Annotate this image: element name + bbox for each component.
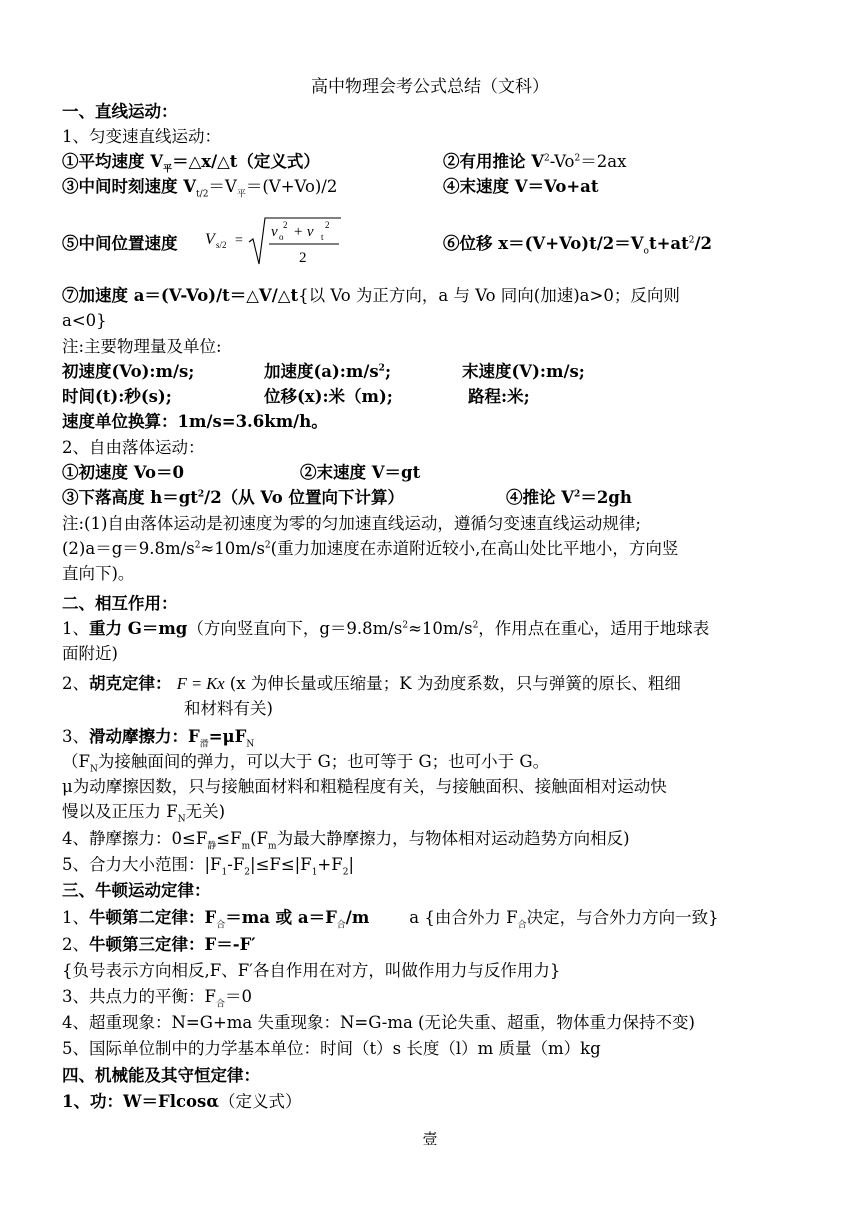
- resultant-force-range: 5、合力大小范围：$|F_1-F_2|\le F\le|F_1+F_2|$: [62, 855, 354, 878]
- gravity-line-cont: 面附近): [62, 644, 118, 663]
- subsection-free-fall: 2、自由落体运动：: [62, 438, 205, 457]
- formula-acceleration-cont: a<0}: [62, 311, 107, 330]
- section-heading-1: 一、直线运动：: [62, 102, 178, 121]
- formula-average-velocity: ①平均速度 $V_平=\triangle x/\triangle t$（定义式）: [62, 152, 320, 175]
- section-heading-2: 二、相互作用：: [62, 594, 178, 613]
- denominator: 2: [299, 250, 307, 266]
- newton-third-law: 2、牛顿第三定律：F＝-F′: [62, 935, 256, 954]
- overweight-line: 4、超重现象：N=G+ma 失重现象：N=G-ma (无论失重、超重，物体重力保持不变): [62, 1013, 695, 1032]
- sliding-friction-note-1: （$F_N$为接触面间的弹力，可以大于 G；也可等于 G；也可小于 G。: [62, 752, 550, 775]
- svg-text:2: 2: [283, 220, 288, 230]
- formula-acceleration: ⑦加速度 a＝(V-Vo)/t＝△V/△t{以 Vo 为正方向，a 与 Vo 同向(加速)a>0；反向则: [62, 286, 680, 305]
- equilibrium-line: 3、共点力的平衡：$F_合=0$: [62, 987, 252, 1010]
- unit-distance: 路程:米;: [468, 387, 530, 406]
- unit-initial-velocity: 初速度(Vo):m/s;: [62, 362, 195, 381]
- sliding-friction-note-3: 慢以及正压力 $F_N$无关): [62, 802, 226, 825]
- mid-position-velocity-expression: [205, 212, 355, 268]
- gravity-line: 1、重力 G＝mg（方向竖直向下，$g=9.8m/s^2\approx 10m/s^2$，作用点在重心，适用于地球表: [62, 619, 710, 638]
- svg-text:t: t: [321, 232, 324, 242]
- symbol-v-subscript: s/2: [216, 240, 227, 250]
- formula-mid-position-velocity: ⑤中间位置速度: [62, 234, 178, 253]
- svg-text:o: o: [279, 232, 284, 242]
- work-formula: 1、功：W＝Flcosα（定义式）: [62, 1092, 302, 1111]
- formula-line-1: [62, 150, 320, 174]
- document-title: 高中物理会考公式总结（文科）: [311, 77, 549, 97]
- sliding-friction-line: 3、滑动摩擦力：$F_滑=\mu F_N$: [62, 727, 255, 750]
- free-fall-final-velocity: ②末速度 V＝gt: [300, 463, 421, 482]
- formula-mid-time-velocity: ③中间时刻速度 $V_{t/2}=V_平=(V+Vo)/2$: [62, 177, 338, 200]
- section-heading-4: 四、机械能及其守恒定律：: [62, 1066, 260, 1085]
- page-number: 壹: [422, 1130, 438, 1148]
- unit-displacement: 位移(x):米（m);: [264, 387, 393, 406]
- svg-text:+ v: + v: [293, 224, 314, 240]
- formula-useful-inference: ②有用推论 $V^2-Vo^2=2ax$: [443, 152, 627, 171]
- newton-third-law-note: {负号表示方向相反,F、F′各自作用在对方，叫做作用力与反作用力}: [62, 961, 561, 980]
- sliding-friction-note-2: μ为动摩擦因数，只与接触面材料和粗糙程度有关，与接触面积、接触面相对运动快: [62, 777, 667, 796]
- symbol-v: V: [205, 231, 215, 248]
- formula-final-velocity: ④末速度 V＝Vo+at: [443, 177, 599, 196]
- svg-text:2: 2: [325, 220, 330, 230]
- free-fall-note-3: 直向下)。: [62, 564, 135, 583]
- equals-sign: =: [235, 233, 243, 248]
- numerator-v: v: [271, 224, 278, 240]
- section-heading-3: 三、牛顿运动定律：: [62, 881, 211, 900]
- si-units-line: 5、国际单位制中的力学基本单位：时间（t）s 长度（l）m 质量（m）kg: [62, 1039, 601, 1058]
- formula-displacement: ⑥位移 $x=(V+Vo)t/2=V_ot+at^2/2$: [443, 234, 712, 257]
- free-fall-note-1: 注:(1)自由落体运动是初速度为零的匀加速直线运动，遵循匀变速直线运动规律;: [62, 514, 641, 533]
- static-friction-line: 4、静摩擦力：$0\le F_静\le F_m(F_m$为最大静摩擦力，与物体相对运动趋势方向相反): [62, 829, 630, 852]
- note-units-heading: 注:主要物理量及单位:: [62, 337, 222, 356]
- hooke-law-line: 2、胡克定律： F = Kx (x 为伸长量或压缩量；K 为劲度系数，只与弹簧的原长、粗细: [62, 674, 681, 693]
- free-fall-height: ③下落高度 $h=gt^2/2$（从 Vo 位置向下计算）: [62, 488, 404, 507]
- unit-time: 时间(t):秒(s);: [62, 387, 172, 406]
- subsection-uniform-acceleration: 1、匀变速直线运动：: [62, 127, 221, 146]
- free-fall-inference: ④推论 $V^2=2gh$: [506, 488, 632, 507]
- hooke-law-cont: 和材料有关): [184, 699, 273, 718]
- newton-second-law: 1、牛顿第二定律：$F_合=ma$ 或 $a=F_合/m$ a {由合外力 $F_合$决定，与合外力方向一致}: [62, 908, 719, 931]
- unit-acceleration: 加速度$(a):m/s^2$;: [264, 362, 392, 381]
- free-fall-initial-velocity: ①初速度 Vo＝0: [62, 463, 185, 482]
- unit-conversion: 速度单位换算：1m/s=3.6km/h。: [62, 412, 328, 431]
- free-fall-note-2: $(2)a=g=9.8m/s^2\approx 10m/s^2$(重力加速度在赤道附近较小,在高山处比平地小，方向竖: [62, 539, 679, 558]
- unit-final-velocity: 末速度(V):m/s;: [462, 362, 585, 381]
